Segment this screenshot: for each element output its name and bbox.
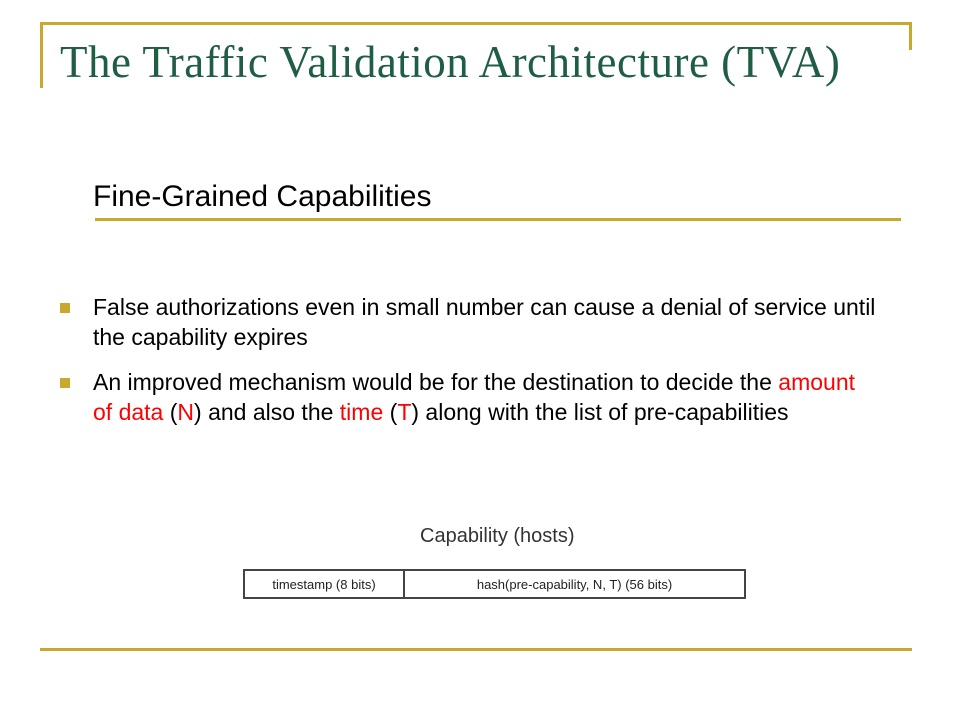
highlight-amount-of-data: amount of data [93,369,856,425]
bottom-rule [40,648,912,651]
frame-top-line [40,22,912,25]
highlight-time: time [339,399,384,425]
frame-left-line [40,22,43,88]
bullet-text: False authorizations even in small number can cause a denial of service until the capability expires [93,294,876,350]
highlight-t: T [397,399,412,425]
slide-subtitle: Fine-Grained Capabilities [93,180,432,213]
timestamp-field: timestamp (8 bits) [245,571,405,597]
square-bullet-icon [60,303,70,313]
square-bullet-icon [60,378,70,388]
subtitle-underline [95,218,901,221]
bullet-list [58,292,878,442]
capability-format-table [243,569,746,599]
bullet-item-false-authorizations [58,292,878,352]
highlight-n: N [177,399,195,425]
capability-caption: Capability (hosts) [420,525,575,547]
bullet-text-part: An improved mechanism would be for the destination to decide the [93,369,779,395]
bullet-text-part: ( [383,399,398,425]
bullet-text-part: ) and also the [194,399,340,425]
bullet-item-improved-mechanism [58,367,878,427]
slide-title: The Traffic Validation Architecture (TVA) [60,37,841,87]
bullet-text-part: ) along with the list of pre-capabilities [411,399,789,425]
bullet-text-part: ( [163,399,178,425]
hash-field: hash(pre-capability, N, T) (56 bits) [476,576,673,592]
